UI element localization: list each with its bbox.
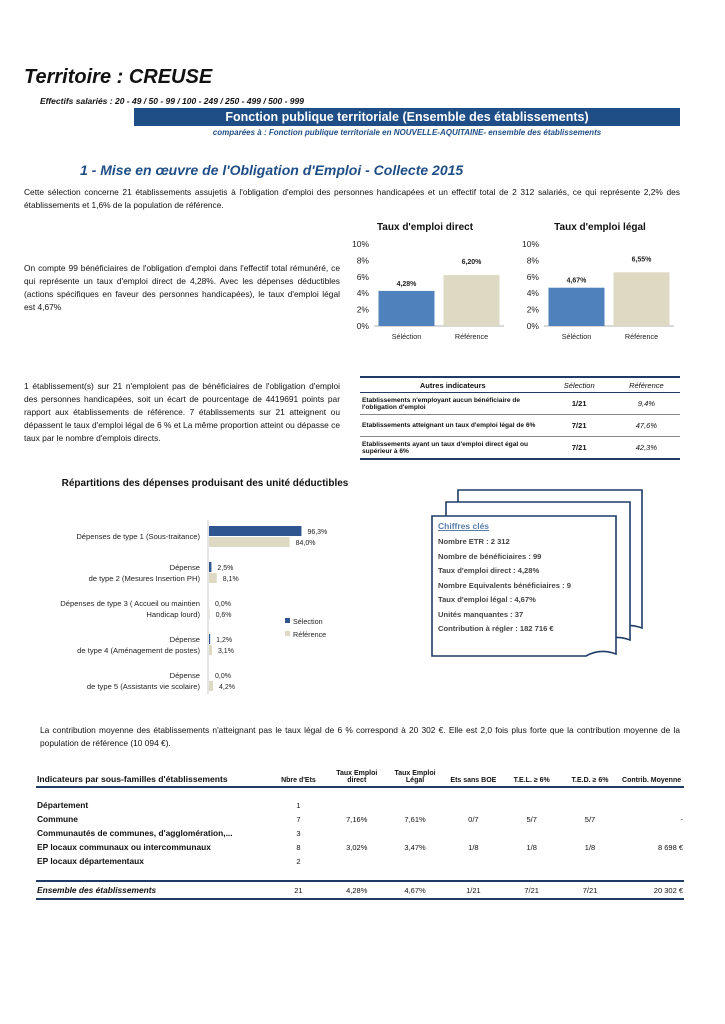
indicators-header: Autres indicateurs bbox=[360, 377, 546, 393]
y-tick-label: 4% bbox=[356, 288, 369, 299]
families-header-count: Nbre d'Ets bbox=[281, 777, 316, 784]
category-label: de type 2 (Mesures Insertion PH) bbox=[88, 574, 200, 583]
bar-value-label: 0,0% bbox=[215, 601, 231, 608]
x-tick-label: Référence bbox=[624, 332, 659, 341]
indicator-reference: 47,6% bbox=[613, 415, 680, 437]
category-label: Dépense bbox=[169, 635, 200, 644]
family-ted bbox=[561, 854, 619, 868]
family-noboe: 1/8 bbox=[468, 842, 479, 852]
family-direct bbox=[328, 798, 386, 812]
y-tick-label: 10% bbox=[351, 239, 369, 249]
legal-rate-chart bbox=[510, 234, 680, 346]
families-table bbox=[36, 768, 684, 900]
direct-rate-chart-title: Taux d'emploi direct bbox=[376, 222, 474, 233]
bar-value-label: 4,67% bbox=[566, 277, 587, 285]
key-figures-title: Chiffres clés bbox=[438, 521, 490, 531]
family-tel bbox=[503, 798, 561, 812]
family-direct bbox=[328, 826, 386, 840]
family-contrib bbox=[619, 798, 684, 812]
bar-value-label: 6,55% bbox=[631, 256, 652, 264]
family-contrib: 8 698 € bbox=[657, 842, 683, 852]
bar bbox=[379, 291, 435, 326]
bar bbox=[209, 537, 290, 547]
family-tel: 1/8 bbox=[526, 842, 537, 852]
bar bbox=[209, 634, 210, 644]
x-tick-label: Séléction bbox=[391, 332, 422, 341]
table-row bbox=[36, 798, 684, 812]
indicator-label: Etablissements ayant un taux d'emploi direct égal ou supérieur à 6% bbox=[360, 437, 546, 460]
key-figure-line: Nombre ETR : 2 312 bbox=[438, 537, 510, 546]
other-indicators-table bbox=[360, 376, 680, 460]
indicator-selection: 1/21 bbox=[546, 393, 613, 415]
category-label: Handicap lourd) bbox=[146, 610, 200, 619]
category-label: de type 5 (Assistants vie scolaire) bbox=[86, 682, 200, 691]
bar bbox=[614, 272, 670, 326]
workforce-subtitle: Effectifs salariés : 20 - 49 / 50 - 99 / 100 - 249 / 250 - 499 / 500 - 999 bbox=[40, 96, 304, 106]
bar-value-label: 1,2% bbox=[216, 637, 233, 644]
total-contrib: 20 302 € bbox=[653, 885, 683, 895]
y-tick-label: 4% bbox=[526, 288, 539, 299]
family-legal bbox=[386, 798, 444, 812]
bar bbox=[209, 609, 210, 619]
category-label: Dépenses de type 1 (Sous-traitance) bbox=[76, 532, 200, 541]
family-contrib bbox=[619, 854, 684, 868]
scope-banner: Fonction publique territoriale (Ensemble des établissements) bbox=[134, 108, 680, 126]
key-figure-line: Nombre de bénéficiaires : 99 bbox=[438, 552, 542, 561]
rate-paragraph: On compte 99 bénéficiaires de l'obligation d'emploi dans l'effectif total rémunéré, ce qui représente un taux d'emploi direct de 4,28%. Avec les dépenses déductibles (actions spécifiques en faveur des personnes handicapées), le taux d'emploi légal est 4,67% bbox=[24, 263, 340, 312]
y-tick-label: 0% bbox=[356, 321, 369, 331]
family-count: 3 bbox=[296, 828, 301, 838]
legal-rate-chart-title: Taux d'emploi légal bbox=[554, 222, 646, 233]
family-tel bbox=[503, 826, 561, 840]
families-header-noboe: Ets sans BOE bbox=[450, 777, 497, 784]
legend-swatch bbox=[285, 618, 290, 623]
category-label: Dépense bbox=[169, 563, 200, 572]
establishments-paragraph: 1 établissement(s) sur 21 n'emploient pas de bénéficiaires de l'obligation d'emploi des personnes handicapées, soit un écart de pourcentage de 4419691 points par rapport aux établissements de référence. 7 établissements sur 21 atteignent ou dépassent le taux d'emploi légal de 6 % et La même proportion atteint ou dépasse ce taux par le nombre d'emplois directs. bbox=[24, 381, 340, 443]
indicator-reference: 9,4% bbox=[613, 393, 680, 415]
bar bbox=[209, 526, 301, 536]
y-tick-label: 6% bbox=[356, 271, 369, 282]
comparison-note: comparées à : Fonction publique territoriale en NOUVELLE-AQUITAINE- ensemble des établissements bbox=[212, 128, 602, 137]
page-title: Territoire : CREUSE bbox=[24, 66, 213, 88]
family-legal: 7,61% bbox=[404, 814, 426, 824]
key-figure-line: Taux d'emploi direct : 4,28% bbox=[438, 566, 540, 575]
family-direct: 7,16% bbox=[346, 814, 368, 824]
family-contrib: - bbox=[680, 814, 683, 824]
bar bbox=[444, 275, 500, 326]
expenses-chart-title: Répartitions des dépenses produisant des unité déductibles bbox=[61, 478, 349, 489]
bar-value-label: 4,28% bbox=[396, 280, 417, 288]
y-tick-label: 0% bbox=[526, 321, 539, 331]
intro-paragraph: Cette sélection concerne 21 établissements assujetis à l'obligation d'emploi des personnes handicapées et un effectif total de 2 312 salariés, ce qui représente 2,2% des établissements et 1,6% de la population de référence. bbox=[24, 187, 680, 210]
bar bbox=[209, 562, 211, 572]
total-tel: 7/21 bbox=[524, 885, 539, 895]
bar bbox=[209, 645, 212, 655]
family-legal bbox=[386, 854, 444, 868]
family-ted bbox=[561, 798, 619, 812]
family-direct: 3,02% bbox=[346, 842, 368, 852]
table-row bbox=[36, 812, 684, 826]
indicator-selection: 7/21 bbox=[546, 437, 613, 460]
legend-label: Référence bbox=[293, 630, 327, 639]
table-row bbox=[36, 840, 684, 854]
family-label: EP locaux départementaux bbox=[37, 856, 144, 866]
bar-value-label: 0,0% bbox=[215, 673, 231, 680]
key-figure-line: Taux d'emploi légal : 4,67% bbox=[438, 595, 536, 604]
bar-value-label: 8,1% bbox=[222, 576, 239, 583]
direct-rate-chart bbox=[340, 234, 510, 346]
table-row bbox=[36, 826, 684, 840]
x-tick-label: Référence bbox=[454, 332, 489, 341]
y-tick-label: 8% bbox=[356, 255, 369, 266]
bar bbox=[209, 573, 217, 583]
family-noboe bbox=[444, 854, 502, 868]
family-label: Département bbox=[37, 800, 89, 810]
key-figure-line: Nombre Equivalents bénéficiaires : 9 bbox=[438, 581, 571, 590]
family-ted: 5/7 bbox=[584, 814, 596, 824]
total-legal: 4,67% bbox=[404, 885, 426, 895]
bar-value-label: 2,5% bbox=[217, 565, 234, 572]
y-tick-label: 10% bbox=[521, 239, 539, 249]
bar bbox=[549, 288, 605, 326]
table-row bbox=[360, 415, 680, 437]
total-ted: 7/21 bbox=[582, 885, 598, 895]
table-row bbox=[36, 854, 684, 868]
key-figure-line: Unités manquantes : 37 bbox=[438, 610, 524, 619]
y-tick-label: 8% bbox=[526, 255, 539, 266]
bar-value-label: 4,2% bbox=[219, 684, 236, 691]
category-label: Dépenses de type 3 ( Accueil ou maintien bbox=[60, 599, 200, 608]
y-tick-label: 2% bbox=[526, 304, 539, 315]
family-legal bbox=[386, 826, 444, 840]
total-count: 21 bbox=[294, 885, 303, 895]
bar-value-label: 6,20% bbox=[461, 259, 482, 267]
bar-value-label: 84,0% bbox=[295, 540, 316, 547]
family-count: 1 bbox=[296, 800, 301, 810]
family-count: 7 bbox=[296, 814, 301, 824]
category-label: de type 4 (Aménagement de postes) bbox=[77, 646, 200, 655]
bar-value-label: 96,3% bbox=[307, 529, 328, 536]
family-ted: 1/8 bbox=[584, 842, 596, 852]
family-tel bbox=[503, 854, 561, 868]
table-row bbox=[360, 393, 680, 415]
family-noboe bbox=[444, 826, 502, 840]
family-ted bbox=[561, 826, 619, 840]
families-header-label: Indicateurs par sous-familles d'établissements bbox=[37, 774, 228, 784]
family-count: 2 bbox=[296, 856, 301, 866]
x-tick-label: Séléction bbox=[561, 332, 592, 341]
legend-label: Sélection bbox=[293, 617, 323, 626]
total-direct: 4,28% bbox=[346, 885, 368, 895]
selection-header: Sélection bbox=[546, 377, 613, 393]
total-noboe: 1/21 bbox=[466, 885, 481, 895]
total-row bbox=[36, 881, 684, 899]
family-noboe bbox=[444, 798, 502, 812]
families-header-tel: T.E.L. ≥ 6% bbox=[513, 777, 550, 784]
family-label: EP locaux communaux ou intercommunaux bbox=[37, 842, 211, 852]
indicator-label: Etablissements atteignant un taux d'emploi légal de 6% bbox=[360, 415, 546, 437]
category-label: Dépense bbox=[169, 671, 200, 680]
bar bbox=[209, 681, 213, 691]
expenses-chart bbox=[20, 518, 400, 698]
families-header-ted: T.E.D. ≥ 6% bbox=[571, 777, 609, 784]
families-header-legal: Taux Emploi Légal bbox=[394, 770, 436, 784]
reference-header: Référence bbox=[613, 377, 680, 393]
table-row bbox=[360, 437, 680, 460]
family-tel: 5/7 bbox=[526, 814, 537, 824]
key-figure-line: Contribution à régler : 182 716 € bbox=[438, 624, 554, 633]
family-label: Communautés de communes, d'agglomération,... bbox=[37, 828, 233, 838]
family-contrib bbox=[619, 826, 684, 840]
bar-value-label: 3,1% bbox=[217, 648, 234, 655]
y-tick-label: 6% bbox=[526, 271, 539, 282]
legend-swatch bbox=[285, 631, 290, 636]
contribution-paragraph: La contribution moyenne des établissements n'atteignant pas le taux légal de 6 % correspond à 20 302 €. Elle est 2,0 fois plus forte que la contribution moyenne de la population de référence (10 094 €). bbox=[40, 725, 680, 748]
family-label: Commune bbox=[37, 814, 78, 824]
total-label: Ensemble des établissements bbox=[37, 885, 157, 895]
indicator-selection: 7/21 bbox=[546, 415, 613, 437]
families-header-direct: Taux Emploi direct bbox=[336, 770, 378, 784]
families-header-contrib: Contrib. Moyenne bbox=[622, 777, 682, 784]
indicator-label: Etablissements n'employant aucun bénéficiaire de l'obligation d'emploi bbox=[360, 393, 546, 415]
bar-value-label: 0,6% bbox=[215, 612, 232, 619]
family-noboe: 0/7 bbox=[468, 814, 479, 824]
y-tick-label: 2% bbox=[356, 304, 369, 315]
indicator-reference: 42,3% bbox=[613, 437, 680, 460]
section-title: 1 - Mise en œuvre de l'Obligation d'Emploi - Collecte 2015 bbox=[80, 162, 464, 178]
family-legal: 3,47% bbox=[404, 842, 426, 852]
family-count: 8 bbox=[296, 842, 301, 852]
family-direct bbox=[328, 854, 386, 868]
